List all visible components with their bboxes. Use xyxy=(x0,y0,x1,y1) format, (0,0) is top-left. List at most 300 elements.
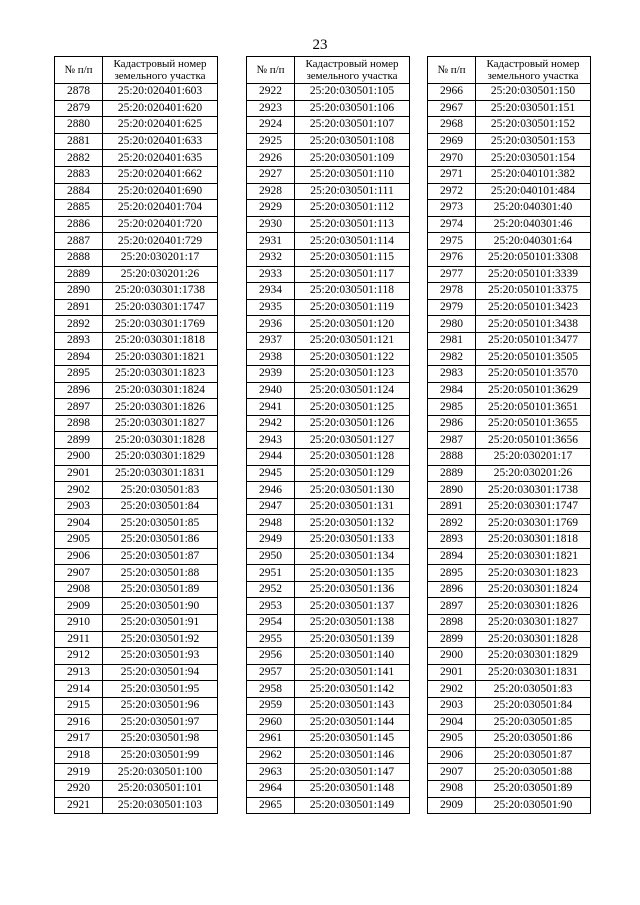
cadastral-number: 25:20:030501:86 xyxy=(476,731,591,748)
row-number: 2925 xyxy=(247,133,295,150)
table-row xyxy=(428,432,591,449)
cadastral-number: 25:20:030301:1818 xyxy=(103,332,218,349)
cadastral-number: 25:20:030301:1823 xyxy=(476,565,591,582)
cadastral-number: 25:20:030501:94 xyxy=(103,664,218,681)
cadastral-number: 25:20:030501:115 xyxy=(295,249,410,266)
table-row xyxy=(428,415,591,432)
row-number: 2955 xyxy=(247,631,295,648)
row-number: 2938 xyxy=(247,349,295,366)
row-number: 2888 xyxy=(55,249,103,266)
row-number: 2959 xyxy=(247,697,295,714)
cadastral-number: 25:20:030501:120 xyxy=(295,316,410,333)
table-row xyxy=(428,283,591,300)
table-row xyxy=(247,482,410,499)
row-number: 2896 xyxy=(428,581,476,598)
table-row xyxy=(247,349,410,366)
table-row xyxy=(55,249,218,266)
table-row xyxy=(55,565,218,582)
cadastral-number: 25:20:030501:86 xyxy=(103,532,218,549)
table-row xyxy=(55,780,218,797)
row-number: 2977 xyxy=(428,266,476,283)
table-row xyxy=(247,797,410,814)
row-number: 2935 xyxy=(247,299,295,316)
cadastral-number: 25:20:030301:1824 xyxy=(476,581,591,598)
cadastral-number: 25:20:030501:146 xyxy=(295,747,410,764)
row-number: 2962 xyxy=(247,747,295,764)
cadastral-number: 25:20:030501:136 xyxy=(295,581,410,598)
table-row xyxy=(247,532,410,549)
table-row xyxy=(247,780,410,797)
cadastral-number: 25:20:020401:720 xyxy=(103,216,218,233)
table-row xyxy=(428,598,591,615)
row-number: 2921 xyxy=(55,797,103,814)
table-row xyxy=(247,366,410,383)
row-number: 2961 xyxy=(247,731,295,748)
row-number: 2890 xyxy=(55,283,103,300)
table-row xyxy=(428,84,591,101)
row-number: 2891 xyxy=(428,498,476,515)
page-number: 23 xyxy=(312,37,328,53)
cadastral-number: 25:20:030501:100 xyxy=(103,764,218,781)
table-row xyxy=(247,465,410,482)
cadastral-number: 25:20:020401:633 xyxy=(103,133,218,150)
row-number: 2985 xyxy=(428,399,476,416)
cadastral-number: 25:20:030301:1829 xyxy=(476,648,591,665)
table-row xyxy=(55,465,218,482)
row-number: 2949 xyxy=(247,532,295,549)
cadastral-number: 25:20:030501:150 xyxy=(476,84,591,101)
row-number: 2926 xyxy=(247,150,295,167)
cadastral-number: 25:20:030301:1827 xyxy=(476,615,591,632)
table-row xyxy=(428,299,591,316)
row-number: 2933 xyxy=(247,266,295,283)
row-number: 2987 xyxy=(428,432,476,449)
table-row xyxy=(55,399,218,416)
cadastral-number: 25:20:020401:620 xyxy=(103,100,218,117)
cadastral-number: 25:20:030501:125 xyxy=(295,399,410,416)
cadastral-number: 25:20:030501:89 xyxy=(476,780,591,797)
row-number: 2910 xyxy=(55,615,103,632)
cadastral-number: 25:20:030501:111 xyxy=(295,183,410,200)
row-number: 2904 xyxy=(55,515,103,532)
row-number: 2893 xyxy=(55,332,103,349)
table-row xyxy=(428,498,591,515)
table-row xyxy=(55,631,218,648)
table-row xyxy=(247,449,410,466)
table-row xyxy=(55,166,218,183)
cadastral-number: 25:20:030501:91 xyxy=(103,615,218,632)
cadastral-number: 25:20:030301:1738 xyxy=(103,283,218,300)
table-row xyxy=(247,283,410,300)
row-number: 2895 xyxy=(428,565,476,582)
row-number: 2937 xyxy=(247,332,295,349)
cadastral-number: 25:20:030501:154 xyxy=(476,150,591,167)
cadastral-number: 25:20:030301:1738 xyxy=(476,482,591,499)
cadastral-number: 25:20:030501:105 xyxy=(295,84,410,101)
row-number: 2957 xyxy=(247,664,295,681)
row-number: 2880 xyxy=(55,117,103,134)
row-number: 2958 xyxy=(247,681,295,698)
row-number: 2951 xyxy=(247,565,295,582)
table-row xyxy=(55,117,218,134)
cadastral-number: 25:20:050101:3375 xyxy=(476,283,591,300)
row-number: 2884 xyxy=(55,183,103,200)
cadastral-number: 25:20:030501:106 xyxy=(295,100,410,117)
table-row xyxy=(428,697,591,714)
table-row xyxy=(247,117,410,134)
table-row xyxy=(55,648,218,665)
cadastral-number: 25:20:030201:17 xyxy=(103,249,218,266)
row-number: 2931 xyxy=(247,233,295,250)
row-number: 2956 xyxy=(247,648,295,665)
table-row xyxy=(247,648,410,665)
row-number: 2902 xyxy=(55,482,103,499)
row-number: 2920 xyxy=(55,780,103,797)
cadastral-number: 25:20:020401:635 xyxy=(103,150,218,167)
table-row xyxy=(247,714,410,731)
cadastral-number: 25:20:030501:99 xyxy=(103,747,218,764)
row-number: 2930 xyxy=(247,216,295,233)
row-number: 2897 xyxy=(428,598,476,615)
row-number: 2927 xyxy=(247,166,295,183)
row-number: 2896 xyxy=(55,382,103,399)
table-row xyxy=(247,133,410,150)
table-row xyxy=(55,747,218,764)
row-number: 2971 xyxy=(428,166,476,183)
table-row xyxy=(55,316,218,333)
table-row xyxy=(55,482,218,499)
table-row xyxy=(55,532,218,549)
table-row xyxy=(55,200,218,217)
table-row xyxy=(55,681,218,698)
row-number: 2907 xyxy=(428,764,476,781)
row-number: 2980 xyxy=(428,316,476,333)
cadastral-number: 25:20:030501:119 xyxy=(295,299,410,316)
table-row xyxy=(55,548,218,565)
cadastral-number: 25:20:030501:129 xyxy=(295,465,410,482)
cadastral-number: 25:20:020401:662 xyxy=(103,166,218,183)
table-row xyxy=(247,432,410,449)
table-row xyxy=(55,615,218,632)
row-number: 2903 xyxy=(428,697,476,714)
cadastral-number: 25:20:030301:1747 xyxy=(103,299,218,316)
table-row xyxy=(247,697,410,714)
table-row xyxy=(428,764,591,781)
cadastral-number: 25:20:030301:1769 xyxy=(103,316,218,333)
cadastral-number: 25:20:030501:95 xyxy=(103,681,218,698)
cadastral-number: 25:20:030501:118 xyxy=(295,283,410,300)
cadastral-number: 25:20:020401:690 xyxy=(103,183,218,200)
table-row xyxy=(247,731,410,748)
row-number: 2944 xyxy=(247,449,295,466)
cadastral-number: 25:20:030501:151 xyxy=(476,100,591,117)
table-row xyxy=(247,150,410,167)
row-number: 2945 xyxy=(247,465,295,482)
table-row xyxy=(247,515,410,532)
row-number: 2932 xyxy=(247,249,295,266)
cadastral-number: 25:20:030501:152 xyxy=(476,117,591,134)
row-number: 2912 xyxy=(55,648,103,665)
row-number: 2878 xyxy=(55,84,103,101)
cadastral-number: 25:20:020401:704 xyxy=(103,200,218,217)
row-number: 2907 xyxy=(55,565,103,582)
table-row xyxy=(428,150,591,167)
table-row xyxy=(55,283,218,300)
cadastral-number: 25:20:030501:149 xyxy=(295,797,410,814)
cadastral-number: 25:20:040301:40 xyxy=(476,200,591,217)
header-cadastral-number: Кадастровый номер земельного участка xyxy=(295,57,410,84)
row-number: 2983 xyxy=(428,366,476,383)
cadastral-number: 25:20:030501:145 xyxy=(295,731,410,748)
row-number: 2934 xyxy=(247,283,295,300)
row-number: 2976 xyxy=(428,249,476,266)
table-row xyxy=(428,183,591,200)
table-row xyxy=(247,631,410,648)
row-number: 2967 xyxy=(428,100,476,117)
cadastral-number: 25:20:030301:1769 xyxy=(476,515,591,532)
row-number: 2904 xyxy=(428,714,476,731)
table-row xyxy=(55,233,218,250)
table-row xyxy=(55,133,218,150)
row-number: 2882 xyxy=(55,150,103,167)
cadastral-number: 25:20:050101:3651 xyxy=(476,399,591,416)
table-row xyxy=(247,84,410,101)
cadastral-number: 25:20:020401:625 xyxy=(103,117,218,134)
table-row xyxy=(428,233,591,250)
cadastral-number: 25:20:030501:144 xyxy=(295,714,410,731)
row-number: 2950 xyxy=(247,548,295,565)
table-row xyxy=(247,747,410,764)
row-number: 2909 xyxy=(428,797,476,814)
cadastral-number: 25:20:030501:122 xyxy=(295,349,410,366)
cadastral-number: 25:20:030501:83 xyxy=(103,482,218,499)
table-row xyxy=(55,216,218,233)
cadastral-number: 25:20:030501:117 xyxy=(295,266,410,283)
row-number: 2960 xyxy=(247,714,295,731)
table-row xyxy=(247,382,410,399)
table-row xyxy=(55,183,218,200)
row-number: 2943 xyxy=(247,432,295,449)
table-row xyxy=(428,664,591,681)
cadastral-number: 25:20:030301:1827 xyxy=(103,415,218,432)
row-number: 2923 xyxy=(247,100,295,117)
header-number: № п/п xyxy=(55,57,103,84)
row-number: 2954 xyxy=(247,615,295,632)
cadastral-number: 25:20:030501:124 xyxy=(295,382,410,399)
cadastral-number: 25:20:030501:84 xyxy=(103,498,218,515)
row-number: 2906 xyxy=(55,548,103,565)
table-row xyxy=(247,316,410,333)
cadastral-number: 25:20:030501:135 xyxy=(295,565,410,582)
row-number: 2898 xyxy=(55,415,103,432)
table-row xyxy=(428,266,591,283)
table-row xyxy=(247,598,410,615)
table-row xyxy=(247,233,410,250)
table-row xyxy=(247,664,410,681)
row-number: 2883 xyxy=(55,166,103,183)
cadastral-number: 25:20:030301:1821 xyxy=(103,349,218,366)
cadastral-number: 25:20:030501:84 xyxy=(476,697,591,714)
row-number: 2915 xyxy=(55,697,103,714)
cadastral-number: 25:20:030501:139 xyxy=(295,631,410,648)
table-row xyxy=(55,332,218,349)
table-row xyxy=(428,249,591,266)
cadastral-number: 25:20:050101:3339 xyxy=(476,266,591,283)
cadastral-number: 25:20:030501:87 xyxy=(103,548,218,565)
cadastral-number: 25:20:030301:1823 xyxy=(103,366,218,383)
cadastral-number: 25:20:030501:133 xyxy=(295,532,410,549)
row-number: 2905 xyxy=(428,731,476,748)
table-row xyxy=(247,565,410,582)
cadastral-number: 25:20:050101:3477 xyxy=(476,332,591,349)
table-row xyxy=(428,465,591,482)
cadastral-number: 25:20:030201:26 xyxy=(103,266,218,283)
cadastral-number: 25:20:030501:83 xyxy=(476,681,591,698)
cadastral-number: 25:20:030501:126 xyxy=(295,415,410,432)
table-row xyxy=(428,731,591,748)
table-row xyxy=(428,449,591,466)
cadastral-number: 25:20:030301:1829 xyxy=(103,449,218,466)
table-row xyxy=(428,615,591,632)
cadastral-number: 25:20:030301:1747 xyxy=(476,498,591,515)
parcel-table-1 xyxy=(54,56,218,814)
row-number: 2953 xyxy=(247,598,295,615)
row-number: 2891 xyxy=(55,299,103,316)
table-row xyxy=(55,764,218,781)
cadastral-number: 25:20:050101:3656 xyxy=(476,432,591,449)
table-row xyxy=(428,648,591,665)
table-row xyxy=(55,415,218,432)
table-row xyxy=(55,598,218,615)
cadastral-number: 25:20:030501:134 xyxy=(295,548,410,565)
row-number: 2890 xyxy=(428,482,476,499)
cadastral-number: 25:20:050101:3423 xyxy=(476,299,591,316)
table-row xyxy=(428,532,591,549)
cadastral-number: 25:20:030501:141 xyxy=(295,664,410,681)
table-row xyxy=(428,482,591,499)
cadastral-number: 25:20:030501:138 xyxy=(295,615,410,632)
cadastral-number: 25:20:040101:382 xyxy=(476,166,591,183)
row-number: 2946 xyxy=(247,482,295,499)
row-number: 2969 xyxy=(428,133,476,150)
cadastral-number: 25:20:030501:107 xyxy=(295,117,410,134)
cadastral-number: 25:20:030501:90 xyxy=(476,797,591,814)
row-number: 2922 xyxy=(247,84,295,101)
cadastral-number: 25:20:020401:603 xyxy=(103,84,218,101)
row-number: 2900 xyxy=(55,449,103,466)
row-number: 2894 xyxy=(55,349,103,366)
parcel-table-3 xyxy=(427,56,591,814)
table-row xyxy=(428,548,591,565)
row-number: 2972 xyxy=(428,183,476,200)
row-number: 2929 xyxy=(247,200,295,217)
table-row xyxy=(428,216,591,233)
cadastral-number: 25:20:050101:3655 xyxy=(476,415,591,432)
table-row xyxy=(428,714,591,731)
row-number: 2986 xyxy=(428,415,476,432)
row-number: 2964 xyxy=(247,780,295,797)
row-number: 2981 xyxy=(428,332,476,349)
row-number: 2913 xyxy=(55,664,103,681)
table-row xyxy=(247,415,410,432)
table-row xyxy=(247,100,410,117)
table-row xyxy=(55,299,218,316)
row-number: 2901 xyxy=(55,465,103,482)
header-number: № п/п xyxy=(247,57,295,84)
row-number: 2940 xyxy=(247,382,295,399)
cadastral-number: 25:20:030501:113 xyxy=(295,216,410,233)
cadastral-number: 25:20:050101:3505 xyxy=(476,349,591,366)
table-row xyxy=(55,84,218,101)
table-row xyxy=(247,548,410,565)
table-row xyxy=(428,382,591,399)
cadastral-number: 25:20:030501:96 xyxy=(103,697,218,714)
table-row xyxy=(247,332,410,349)
table-row xyxy=(55,150,218,167)
cadastral-number: 25:20:030501:137 xyxy=(295,598,410,615)
table-row xyxy=(55,449,218,466)
cadastral-number: 25:20:030501:127 xyxy=(295,432,410,449)
header-cadastral-number: Кадастровый номер земельного участка xyxy=(103,57,218,84)
cadastral-number: 25:20:030501:121 xyxy=(295,332,410,349)
row-number: 2966 xyxy=(428,84,476,101)
header-number: № п/п xyxy=(428,57,476,84)
table-row xyxy=(428,515,591,532)
table-row xyxy=(247,764,410,781)
row-number: 2899 xyxy=(428,631,476,648)
cadastral-number: 25:20:030501:114 xyxy=(295,233,410,250)
row-number: 2917 xyxy=(55,731,103,748)
row-number: 2908 xyxy=(428,780,476,797)
row-number: 2892 xyxy=(428,515,476,532)
table-row xyxy=(247,266,410,283)
cadastral-number: 25:20:030301:1821 xyxy=(476,548,591,565)
cadastral-number: 25:20:030501:110 xyxy=(295,166,410,183)
cadastral-number: 25:20:030501:90 xyxy=(103,598,218,615)
table-row xyxy=(247,581,410,598)
table-row xyxy=(428,332,591,349)
table-row xyxy=(55,498,218,515)
row-number: 2902 xyxy=(428,681,476,698)
row-number: 2903 xyxy=(55,498,103,515)
table-row xyxy=(247,166,410,183)
row-number: 2936 xyxy=(247,316,295,333)
row-number: 2963 xyxy=(247,764,295,781)
table-row xyxy=(55,349,218,366)
table-row xyxy=(55,581,218,598)
row-number: 2911 xyxy=(55,631,103,648)
row-number: 2908 xyxy=(55,581,103,598)
table-row xyxy=(428,366,591,383)
row-number: 2939 xyxy=(247,366,295,383)
row-number: 2881 xyxy=(55,133,103,150)
table-row xyxy=(428,316,591,333)
row-number: 2918 xyxy=(55,747,103,764)
table-row xyxy=(55,382,218,399)
cadastral-number: 25:20:030501:85 xyxy=(103,515,218,532)
header-cadastral-number: Кадастровый номер земельного участка xyxy=(476,57,591,84)
cadastral-number: 25:20:030501:88 xyxy=(476,764,591,781)
cadastral-number: 25:20:040101:484 xyxy=(476,183,591,200)
table-row xyxy=(428,780,591,797)
cadastral-number: 25:20:030301:1818 xyxy=(476,532,591,549)
row-number: 2889 xyxy=(428,465,476,482)
cadastral-number: 25:20:030301:1826 xyxy=(476,598,591,615)
table-row xyxy=(247,299,410,316)
table-row xyxy=(428,681,591,698)
row-number: 2879 xyxy=(55,100,103,117)
table-row xyxy=(55,714,218,731)
